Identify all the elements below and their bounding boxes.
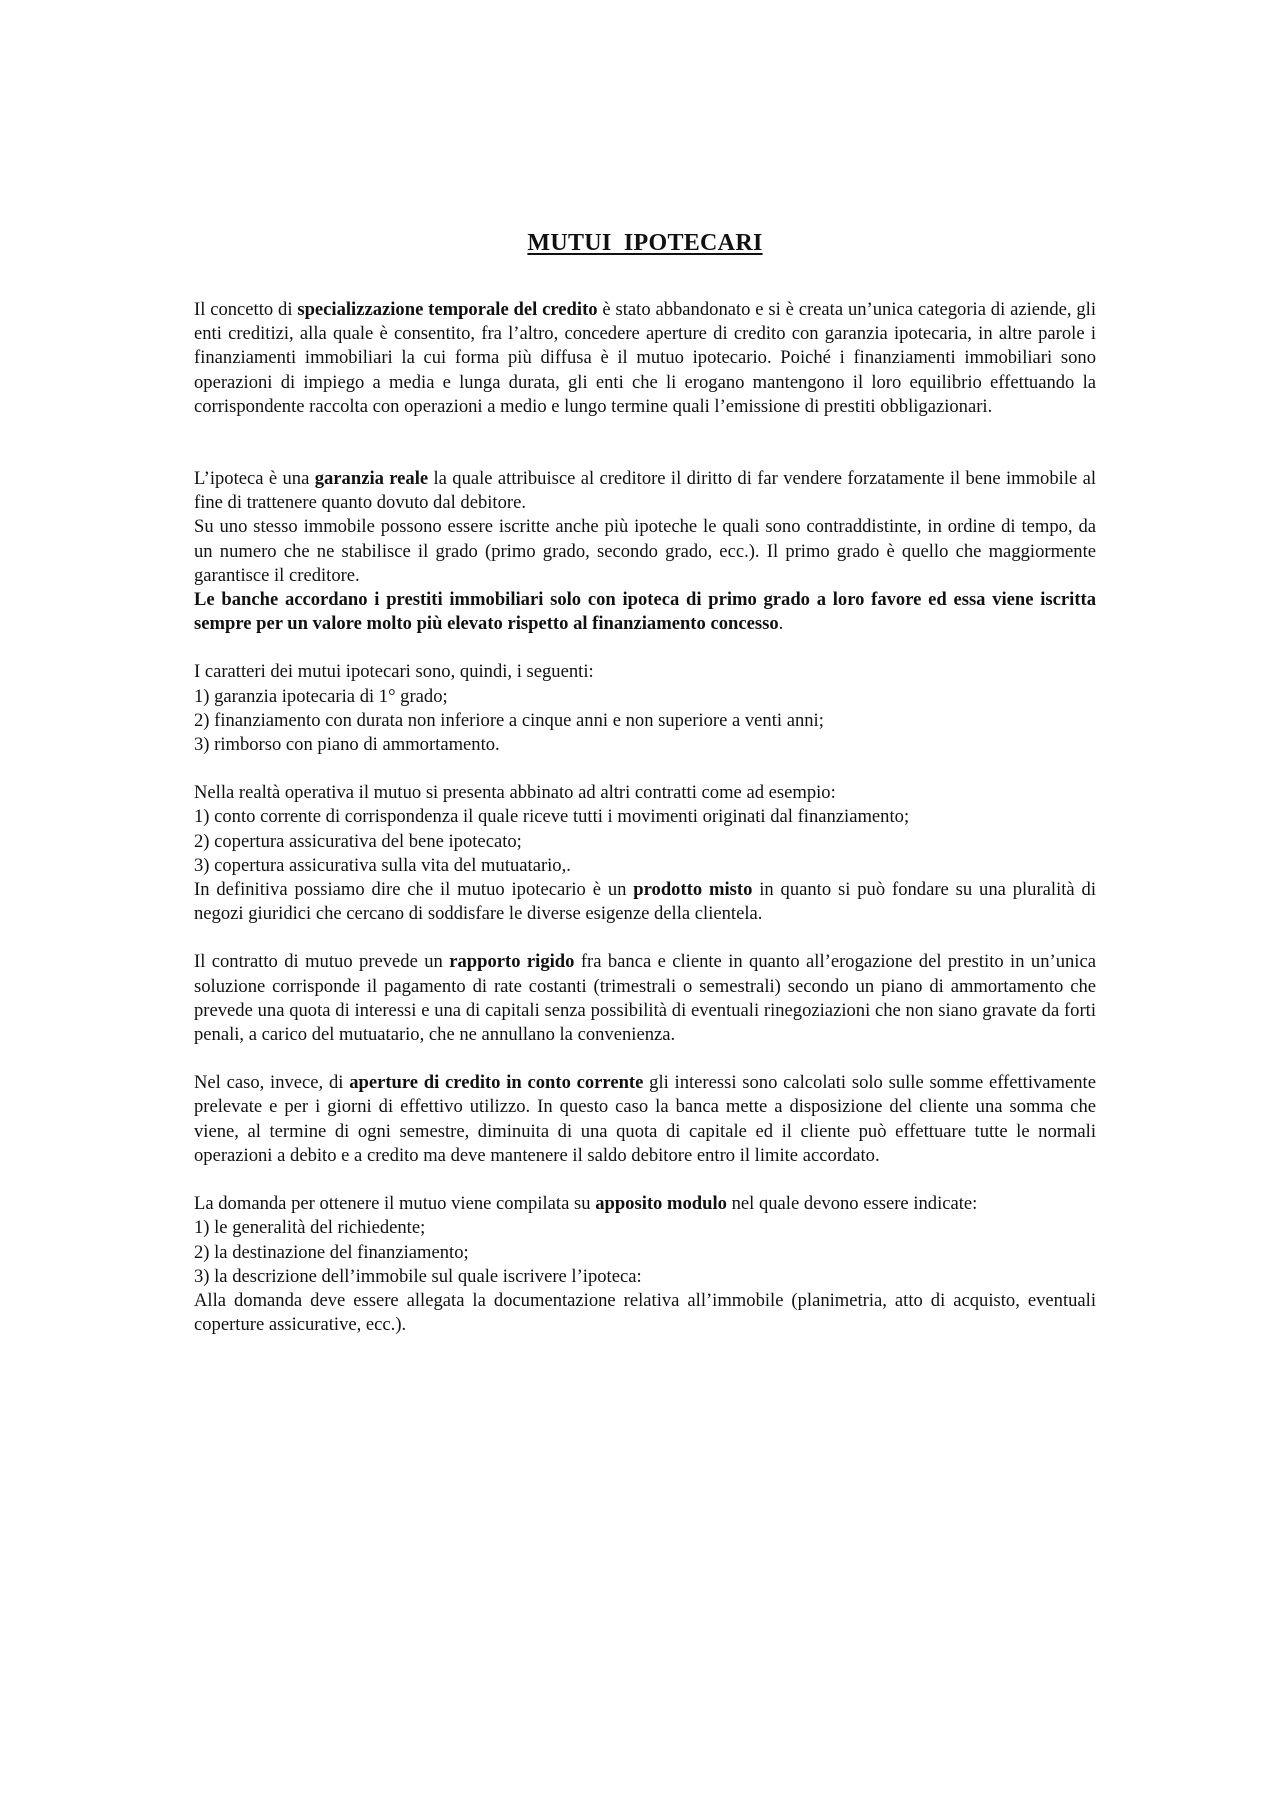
paragraph-text: gli interessi sono calcolati solo sulle somme effettivamente prelevate e per i giorni di effettivo utilizzo. In questo caso la banca mette a disposizione del cliente una somma che viene, al termine di ogni semestre, diminuita di una quota di capitale ed il cliente può effettuare tutte le normali operazioni a debito e a credito ma deve mantenere il saldo debitore entro il limite accordato. <box>194 1072 1096 1166</box>
list-item: 2) la destinazione del finanziamento; <box>194 1241 469 1263</box>
contracts-intro: Nella realtà operativa il mutuo si presenta abbinato ad altri contratti come ad esempio: <box>194 782 836 804</box>
paragraph-text: è stato abbandonato e si è creata un’unica categoria di aziende, gli enti creditizi, alla quale è consentito, fra l’altro, concedere aperture di credito con garanzia ipotecaria, in altre parole i finanziamenti immobiliari la cui forma più diffusa è il mutuo ipotecario. Poiché i finanziamenti immobiliari sono operazioni di impiego a media e lunga durata, gli enti che li erogano mantengono il loro equilibrio effettuando la corrispondente raccolta con operazioni a medio e lungo termine quali l’emissione di prestiti obbligazionari. <box>194 299 1096 417</box>
spacer <box>194 419 1096 467</box>
paragraph-documentation: Alla domanda deve essere allegata la documentazione relativa all’immobile (planimetria, atto di acquisto, eventuali coperture assicurative, ecc.). <box>194 1289 1096 1336</box>
paragraph-text: Nel caso, invece, di <box>194 1072 350 1094</box>
bold-term: aperture di credito in conto corrente <box>349 1072 644 1094</box>
paragraph-text: La domanda per ottenere il mutuo viene compilata su <box>194 1193 596 1215</box>
document-page <box>194 228 1096 1337</box>
characteristics-list <box>194 685 1096 758</box>
bold-term: garanzia reale <box>314 468 429 490</box>
spacer <box>194 1168 1096 1192</box>
paragraph-text: Il contratto di mutuo prevede un <box>194 951 450 973</box>
contracts-list <box>194 805 1096 878</box>
paragraph-credit-specialization <box>194 298 1096 419</box>
spacer <box>194 636 1096 660</box>
paragraph-application <box>194 1192 1096 1216</box>
paragraph-banks-first-degree <box>194 588 1096 636</box>
list-item: 3) la descrizione dell’immobile sul quale iscrivere l’ipoteca: <box>194 1265 642 1287</box>
paragraph-mortgage-definition <box>194 467 1096 515</box>
paragraph-mortgage-degree: Su uno stesso immobile possono essere iscritte anche più ipoteche le quali sono contraddistinte, in ordine di tempo, da un numero che ne stabilisce il grado (primo grado, secondo grado, ecc.). Il primo grado è quello che maggiormente garantisce il creditore. <box>194 516 1096 586</box>
paragraph-text: . <box>778 613 784 635</box>
bold-statement: Le banche accordano i prestiti immobiliari solo con ipoteca di primo grado a loro favore ed essa viene iscritta sempre per un valore molto più elevato rispetto al finanziamento concesso <box>194 589 1096 635</box>
bold-term: specializzazione temporale del credito <box>297 299 598 320</box>
paragraph-rigid-relationship <box>194 950 1096 1047</box>
bold-term: prodotto misto <box>633 879 753 901</box>
list-item: 2) finanziamento con durata non inferiore a cinque anni e non superiore a venti anni; <box>194 709 824 731</box>
bold-term: rapporto rigido <box>449 951 575 973</box>
characteristics-intro: I caratteri dei mutui ipotecari sono, quindi, i seguenti: <box>194 661 594 683</box>
paragraph-text: la quale attribuisce al creditore il diritto di far vendere forzatamente il bene immobile al fine di trattenere quanto dovuto dal debitore. <box>194 468 1097 514</box>
page-title: MUTUI IPOTECARI <box>527 230 763 256</box>
application-list <box>194 1216 1096 1289</box>
paragraph-current-account-credit <box>194 1071 1096 1168</box>
bold-term: apposito modulo <box>595 1193 727 1215</box>
spacer <box>194 1047 1096 1071</box>
paragraph-mixed-product <box>194 878 1096 926</box>
list-item: 3) rimborso con piano di ammortamento. <box>194 734 500 756</box>
list-item: 1) le generalità del richiedente; <box>194 1217 426 1239</box>
list-item: 1) conto corrente di corrispondenza il quale riceve tutti i movimenti originati dal finanziamento; <box>194 806 910 828</box>
spacer <box>194 926 1096 950</box>
paragraph-text: fra banca e cliente in quanto all’erogazione del prestito in un’unica soluzione corrisponde il pagamento di rate costanti (trimestrali o semestrali) secondo un piano di ammortamento che prevede una quota di interessi e una di capitali senza possibilità di eventuali rinegoziazioni che non siano gravate da forti penali, a carico del mutuatario, che ne annullano la convenienza. <box>194 951 1096 1046</box>
list-item: 1) garanzia ipotecaria di 1° grado; <box>194 685 448 707</box>
paragraph-text: L’ipoteca è una <box>194 468 315 490</box>
paragraph-text: In definitiva possiamo dire che il mutuo ipotecario è un <box>194 879 634 901</box>
paragraph-text: nel quale devono essere indicate: <box>726 1193 978 1215</box>
spacer <box>194 757 1096 781</box>
list-item: 2) copertura assicurativa del bene ipotecato; <box>194 830 522 852</box>
paragraph-text: Il concetto di <box>194 299 298 320</box>
paragraph-text: in quanto si può fondare su una pluralità di negozi giuridici che cercano di soddisfare le diverse esigenze della clientela. <box>194 879 1096 925</box>
list-item: 3) copertura assicurativa sulla vita del mutuatario,. <box>194 854 571 876</box>
